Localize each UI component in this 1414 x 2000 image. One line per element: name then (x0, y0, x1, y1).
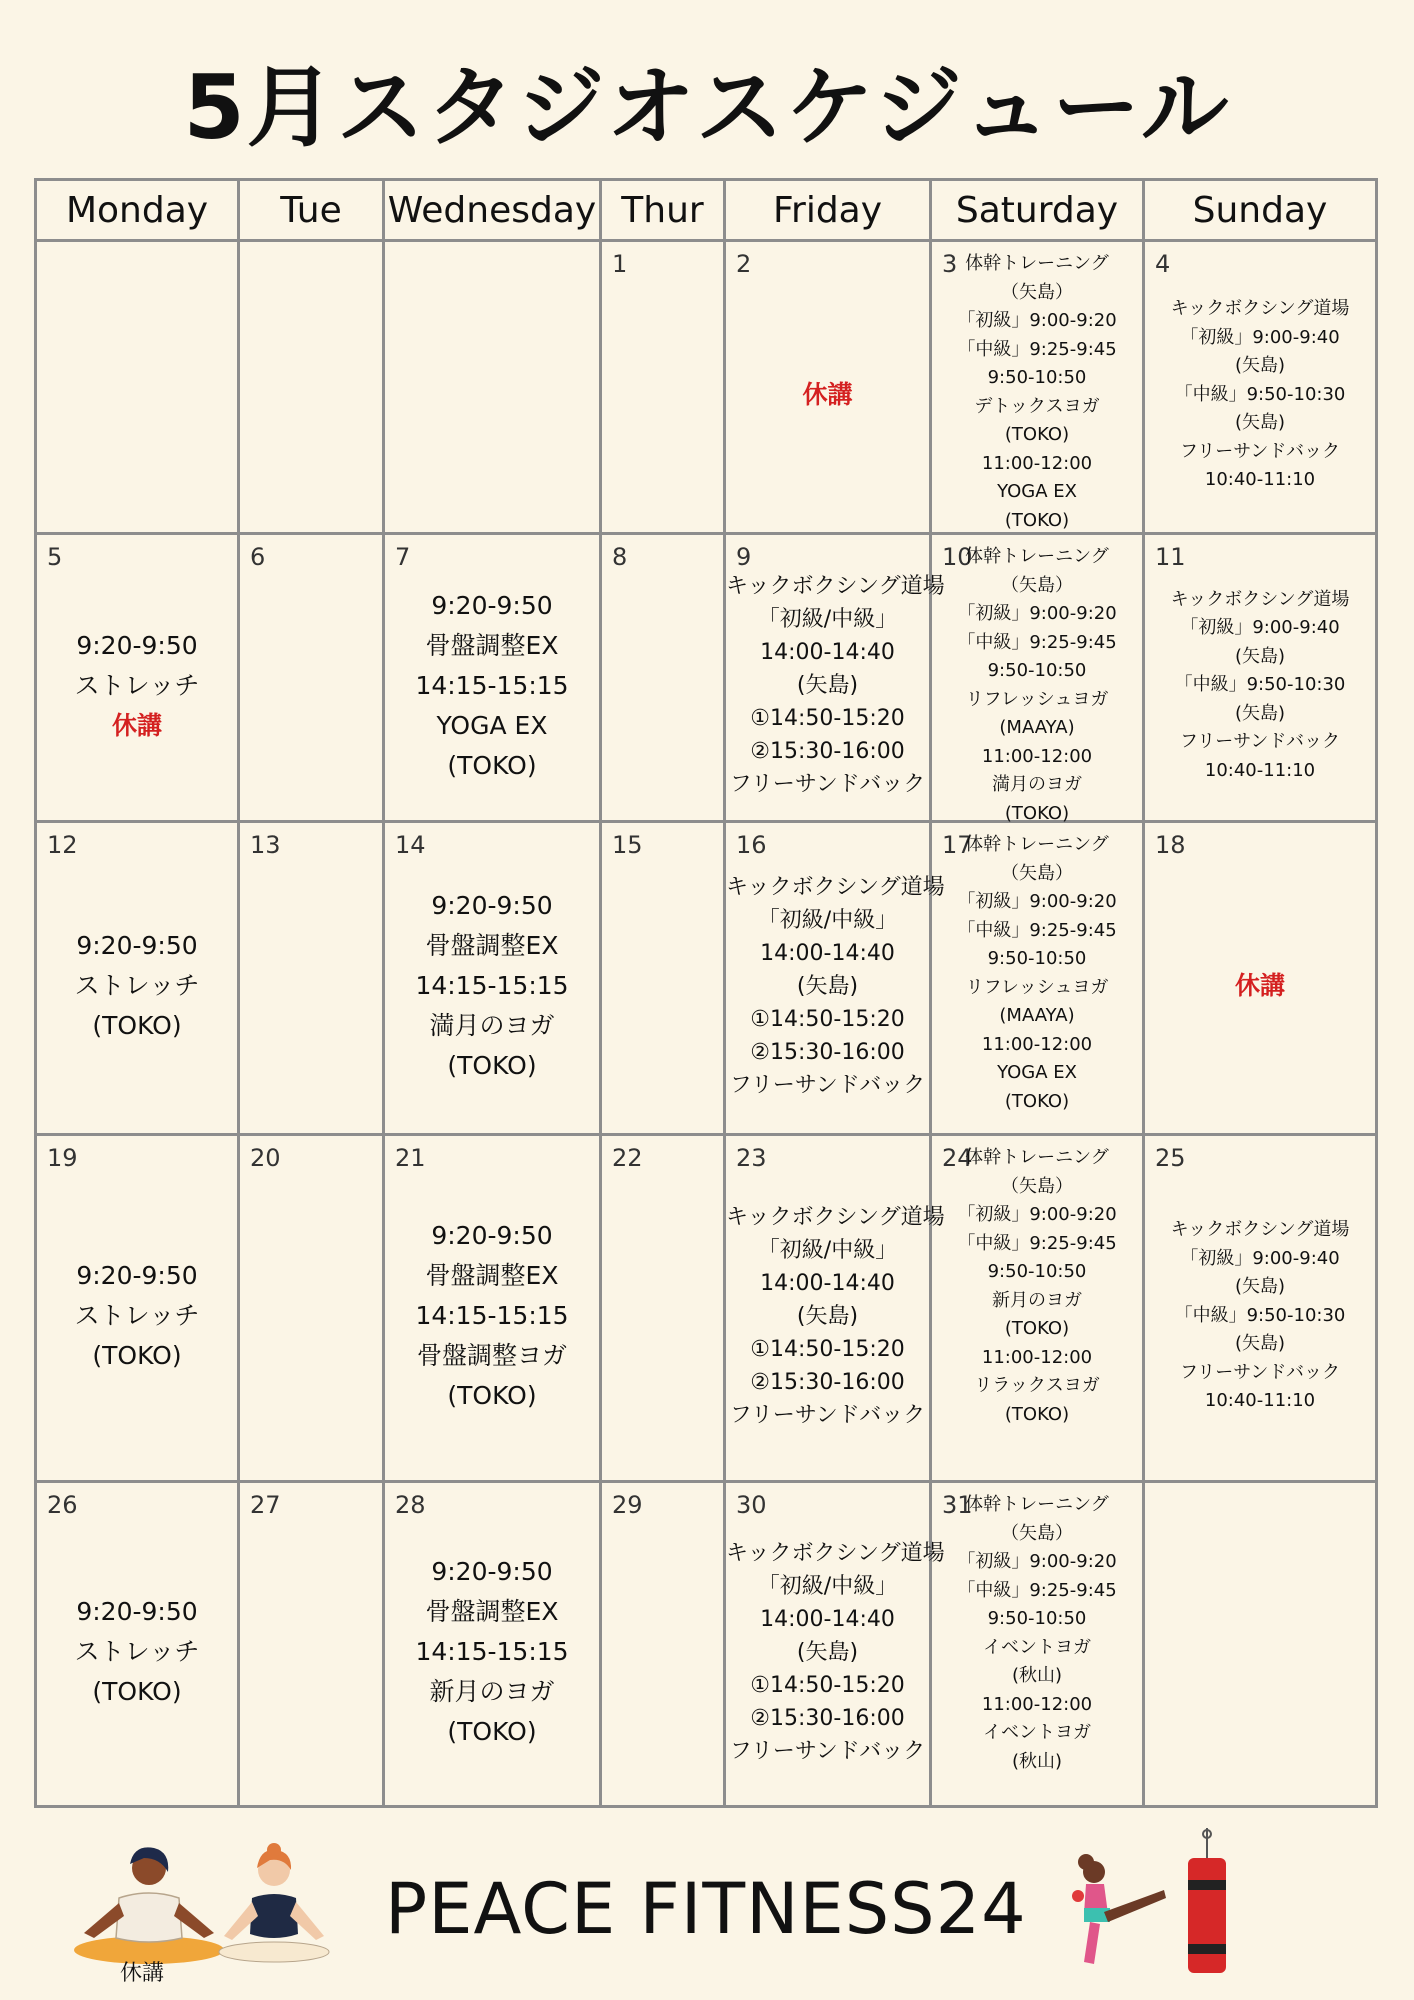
schedule-line: キックボクシング道場 (726, 574, 945, 599)
schedule-line: リフレッシュヨガ (965, 976, 1109, 998)
schedule-line: 11:00-12:00 (981, 1033, 1093, 1055)
schedule-line: 「初級/中級」 (757, 1573, 898, 1599)
day-cell (931, 1135, 1144, 1482)
schedule-line: 「初級」9:00-9:40 (1180, 326, 1340, 348)
day-number: 14 (395, 831, 426, 859)
schedule-line: ②15:30-16:00 (750, 1039, 905, 1065)
day-cell (725, 1482, 945, 1807)
class-schedule (932, 1144, 1142, 1429)
schedule-line: 「初級」9:00-9:20 (957, 310, 1117, 331)
schedule-line: 骨盤調整EX (425, 630, 559, 660)
schedule-line: ②15:30-16:00 (750, 1369, 905, 1395)
class-schedule (726, 1537, 945, 1768)
schedule-line: 11:00-12:00 (981, 1346, 1093, 1368)
schedule-line: 14:00-14:40 (760, 640, 895, 665)
class-schedule (1145, 586, 1375, 786)
schedule-line: 9:20-9:50 (431, 1557, 553, 1586)
class-schedule (932, 250, 1142, 535)
schedule-line: (矢島) (1234, 702, 1286, 724)
schedule-line: (TOKO) (1004, 509, 1070, 531)
schedule-line: 新月のヨガ (992, 1289, 1082, 1311)
day-cell (1144, 1135, 1377, 1482)
schedule-line: 体幹トレーニング (965, 834, 1109, 855)
day-cell (931, 822, 1144, 1135)
day-cell (601, 822, 725, 1135)
day-cell (239, 534, 384, 822)
day-number: 2 (736, 250, 752, 278)
class-schedule (385, 886, 599, 1086)
schedule-line: 「初級」9:00-9:20 (957, 603, 1117, 624)
schedule-line: YOGA EX (436, 710, 548, 740)
schedule-line: 骨盤調整ヨガ (416, 1341, 567, 1370)
schedule-line: イベントヨガ (983, 1722, 1091, 1743)
day-number: 28 (395, 1491, 426, 1519)
day-number: 24 (942, 1144, 973, 1172)
day-number: 19 (47, 1144, 78, 1172)
schedule-line: 「初級」9:00-9:20 (957, 1204, 1117, 1225)
day-cell (1144, 1482, 1377, 1807)
schedule-line: (TOKO) (1004, 802, 1070, 824)
schedule-line: 「初級」9:00-9:40 (1180, 617, 1340, 639)
day-cell (239, 822, 384, 1135)
class-schedule (1145, 1216, 1375, 1416)
schedule-line: 「中級」9:25-9:45 (957, 338, 1117, 360)
schedule-line: フリーサンドバック (729, 1402, 926, 1428)
schedule-line: ①14:50-15:20 (750, 1672, 905, 1698)
class-schedule (37, 1256, 237, 1376)
day-number: 13 (250, 831, 281, 859)
schedule-line: リフレッシュヨガ (965, 688, 1109, 710)
class-schedule (932, 831, 1142, 1116)
schedule-line: 9:50-10:50 (987, 367, 1087, 388)
day-cell (384, 241, 601, 534)
schedule-line: (矢島) (796, 1639, 859, 1665)
schedule-line: ①14:50-15:20 (750, 1336, 905, 1362)
day-number: 11 (1155, 543, 1186, 571)
day-cell (384, 1135, 601, 1482)
meditation-woman-illustration (64, 1838, 234, 1968)
day-number: 20 (250, 1144, 281, 1172)
schedule-line: イベントヨガ (983, 1636, 1091, 1658)
schedule-line: リラックスヨガ (974, 1375, 1100, 1396)
schedule-line: 14:00-14:40 (760, 1270, 895, 1296)
schedule-line: 新月のヨガ (429, 1677, 555, 1706)
day-number: 7 (395, 543, 411, 571)
schedule-line: 「中級」9:50-10:30 (1174, 1304, 1346, 1326)
schedule-line: (矢島) (1234, 355, 1286, 377)
schedule-line: 11:00-12:00 (981, 452, 1093, 474)
header-wednesday: Wednesday (384, 180, 601, 241)
day-cell (725, 1135, 945, 1482)
schedule-line: 骨盤調整EX (425, 1261, 559, 1290)
class-schedule (385, 1552, 599, 1752)
day-cell (239, 1482, 384, 1807)
schedule-line: 9:20-9:50 (76, 1261, 198, 1290)
day-cell (384, 1482, 601, 1807)
week-row (36, 822, 1377, 1135)
cancelled-label: 休講 (802, 380, 853, 409)
header-thursday: Thur (601, 180, 725, 241)
schedule-line: (TOKO) (1004, 1318, 1070, 1339)
schedule-line: フリーサンドバック (1179, 440, 1341, 462)
schedule-line: 体幹トレーニング (965, 253, 1109, 274)
day-cell (1144, 534, 1377, 822)
week-row (36, 1135, 1377, 1482)
day-number: 1 (612, 250, 628, 278)
schedule-line: 「初級」9:00-9:20 (957, 891, 1117, 912)
schedule-line: (TOKO) (447, 1717, 537, 1746)
schedule-line: (TOKO) (447, 750, 537, 780)
class-schedule (726, 871, 945, 1102)
day-number: 25 (1155, 1144, 1186, 1172)
day-cell (1144, 822, 1377, 1135)
schedule-line: ストレッチ (74, 670, 200, 700)
class-schedule (1145, 295, 1375, 495)
schedule-line: 骨盤調整EX (425, 1597, 559, 1626)
day-number: 16 (736, 831, 767, 859)
schedule-line: (MAAYA) (999, 717, 1075, 738)
class-schedule (932, 543, 1142, 828)
schedule-line: 9:50-10:50 (987, 948, 1087, 969)
schedule-line: 14:15-15:15 (415, 1637, 569, 1666)
footer-note: 休講 (120, 1961, 165, 1986)
header-row (36, 180, 1377, 241)
schedule-line: (TOKO) (447, 1051, 537, 1080)
class-schedule (726, 375, 929, 415)
schedule-line: 「中級」9:25-9:45 (957, 919, 1117, 941)
schedule-line: YOGA EX (997, 1062, 1077, 1083)
day-cell (931, 241, 1144, 534)
day-cell (384, 534, 601, 822)
schedule-line: キックボクシング道場 (1170, 1219, 1350, 1241)
day-number: 29 (612, 1491, 643, 1519)
schedule-line: (TOKO) (1004, 1403, 1070, 1425)
day-cell (36, 822, 239, 1135)
schedule-line: (TOKO) (1004, 1090, 1070, 1112)
day-number: 9 (736, 543, 752, 571)
day-number: 4 (1155, 250, 1171, 278)
schedule-line: ①14:50-15:20 (750, 706, 905, 731)
day-number: 12 (47, 831, 78, 859)
day-cell (725, 822, 945, 1135)
schedule-line: (矢島) (796, 673, 859, 698)
schedule-line: キックボクシング道場 (726, 1204, 945, 1230)
day-number: 10 (942, 543, 973, 571)
schedule-line: フリーサンドバック (1179, 731, 1341, 753)
day-number: 6 (250, 543, 266, 571)
day-cell (725, 534, 945, 822)
schedule-line: 満月のヨガ (992, 774, 1082, 795)
schedule-line: 「初級」9:00-9:20 (957, 1551, 1117, 1572)
schedule-line: ①14:50-15:20 (750, 1006, 905, 1032)
schedule-line: 満月のヨガ (429, 1011, 555, 1040)
schedule-line: (矢島) (1234, 645, 1286, 667)
schedule-line: 「中級」9:50-10:30 (1174, 674, 1346, 696)
schedule-line: (TOKO) (1004, 424, 1070, 445)
day-cell (36, 241, 239, 534)
schedule-line: YOGA EX (997, 481, 1077, 502)
schedule-line: (矢島) (1234, 412, 1286, 434)
schedule-line: フリーサンドバック (729, 1738, 926, 1764)
schedule-line: (TOKO) (92, 1341, 182, 1370)
header-friday: Friday (725, 180, 931, 241)
schedule-line: キックボクシング道場 (1170, 588, 1350, 610)
meditation-woman-illustration-2 (214, 1838, 334, 1968)
schedule-line: ②15:30-16:00 (750, 739, 905, 764)
schedule-line: （矢島） (1001, 1522, 1073, 1544)
day-cell (601, 241, 725, 534)
brand-name: PEACE FITNESS24 (385, 1868, 1027, 1950)
day-number: 5 (47, 543, 63, 571)
schedule-line: 14:00-14:40 (760, 1606, 895, 1632)
schedule-line: キックボクシング道場 (726, 874, 945, 900)
kickboxer-illustration (1064, 1852, 1174, 1972)
schedule-line: 「中級」9:50-10:30 (1174, 383, 1346, 405)
header-sunday: Sunday (1144, 180, 1377, 241)
day-number: 26 (47, 1491, 78, 1519)
day-cell (239, 1135, 384, 1482)
day-number: 3 (942, 250, 958, 278)
day-number: 15 (612, 831, 643, 859)
schedule-line: （矢島） (1001, 574, 1073, 596)
schedule-line: (矢島) (796, 1303, 859, 1329)
schedule-line: 10:40-11:10 (1204, 1390, 1316, 1412)
schedule-line: 9:20-9:50 (431, 891, 553, 920)
schedule-line: 14:15-15:15 (415, 971, 569, 1000)
schedule-line: 11:00-12:00 (981, 745, 1093, 767)
day-cell (931, 1482, 1144, 1807)
schedule-line: フリーサンドバック (729, 772, 926, 797)
cancelled-label: 休講 (1234, 971, 1285, 1000)
punching-bag-illustration (1182, 1828, 1232, 1978)
day-cell (384, 822, 601, 1135)
schedule-line: (TOKO) (447, 1381, 537, 1410)
day-number: 23 (736, 1144, 767, 1172)
schedule-line: フリーサンドバック (1179, 1361, 1341, 1383)
schedule-line: 9:50-10:50 (987, 660, 1087, 681)
schedule-line: (矢島) (1234, 1333, 1286, 1355)
schedule-line: 9:20-9:50 (76, 630, 198, 660)
header-saturday: Saturday (931, 180, 1144, 241)
schedule-line: 「中級」9:25-9:45 (957, 631, 1117, 653)
schedule-line: (矢島) (1234, 1276, 1286, 1298)
schedule-line: 「中級」9:25-9:45 (957, 1579, 1117, 1601)
schedule-line: 体幹トレーニング (965, 546, 1109, 567)
schedule-line: (秋山) (1011, 1750, 1063, 1772)
day-number: 21 (395, 1144, 426, 1172)
schedule-line: 体幹トレーニング (965, 1147, 1109, 1168)
day-number: 27 (250, 1491, 281, 1519)
schedule-line: キックボクシング道場 (1170, 298, 1350, 320)
schedule-line: 「初級/中級」 (757, 607, 898, 632)
schedule-line: 「初級」9:00-9:40 (1180, 1247, 1340, 1269)
schedule-line: 「初級/中級」 (757, 1237, 898, 1263)
schedule-line: 10:40-11:10 (1204, 469, 1316, 491)
schedule-line: (矢島) (796, 973, 859, 999)
schedule-line: ストレッチ (74, 1301, 200, 1330)
schedule-line: (MAAYA) (999, 1005, 1075, 1026)
schedule-calendar (34, 178, 1378, 1808)
day-cell (36, 534, 239, 822)
schedule-line: ストレッチ (74, 1637, 200, 1666)
day-cell (931, 534, 1144, 822)
day-cell (601, 534, 725, 822)
schedule-line: ストレッチ (74, 971, 200, 1000)
schedule-line: 10:40-11:10 (1204, 759, 1316, 781)
class-schedule (932, 1491, 1142, 1776)
schedule-line: 「中級」9:25-9:45 (957, 1232, 1117, 1254)
day-cell (601, 1482, 725, 1807)
schedule-line: 14:15-15:15 (415, 1301, 569, 1330)
schedule-line: 骨盤調整EX (425, 931, 559, 960)
schedule-line: 9:50-10:50 (987, 1608, 1087, 1629)
day-cell (239, 241, 384, 534)
schedule-line: (TOKO) (92, 1011, 182, 1040)
schedule-line: キックボクシング道場 (726, 1540, 945, 1566)
day-number: 30 (736, 1491, 767, 1519)
day-number: 22 (612, 1144, 643, 1172)
class-schedule (1145, 966, 1375, 1006)
day-number: 31 (942, 1491, 973, 1519)
schedule-line: (秋山) (1011, 1665, 1063, 1686)
class-schedule (726, 1201, 945, 1432)
page-title: 5月スタジオスケジュール (183, 56, 1231, 159)
schedule-line: デトックスヨガ (974, 395, 1100, 417)
day-cell (36, 1135, 239, 1482)
schedule-line: 14:15-15:15 (415, 670, 569, 700)
schedule-line: (TOKO) (92, 1677, 182, 1706)
day-cell (725, 241, 931, 534)
header-tuesday: Tue (239, 180, 384, 241)
day-cell (1144, 241, 1377, 534)
day-cell (601, 1135, 725, 1482)
class-schedule (37, 1592, 237, 1712)
schedule-line: （矢島） (1001, 1175, 1073, 1197)
schedule-line: 9:20-9:50 (431, 590, 553, 620)
schedule-line: （矢島） (1001, 281, 1073, 303)
schedule-line: 14:00-14:40 (760, 940, 895, 966)
class-schedule (385, 586, 599, 786)
schedule-line: 体幹トレーニング (965, 1494, 1109, 1515)
day-number: 8 (612, 543, 628, 571)
week-row (36, 534, 1377, 822)
schedule-line: 9:50-10:50 (987, 1261, 1087, 1282)
header-monday: Monday (36, 180, 239, 241)
class-schedule (385, 1216, 599, 1416)
schedule-line: 9:20-9:50 (76, 1597, 198, 1626)
cancelled-label: 休講 (111, 710, 162, 740)
schedule-line: （矢島） (1001, 862, 1073, 884)
week-row (36, 241, 1377, 534)
schedule-line: フリーサンドバック (729, 1072, 926, 1098)
class-schedule (726, 570, 945, 801)
class-schedule (37, 626, 237, 746)
day-cell (36, 1482, 239, 1807)
schedule-line: 9:20-9:50 (76, 931, 198, 960)
day-number: 17 (942, 831, 973, 859)
week-row (36, 1482, 1377, 1807)
schedule-line: 9:20-9:50 (431, 1221, 553, 1250)
schedule-line: 「初級/中級」 (757, 907, 898, 933)
day-number: 18 (1155, 831, 1186, 859)
schedule-line: 11:00-12:00 (981, 1693, 1093, 1715)
class-schedule (37, 926, 237, 1046)
schedule-line: ②15:30-16:00 (750, 1705, 905, 1731)
